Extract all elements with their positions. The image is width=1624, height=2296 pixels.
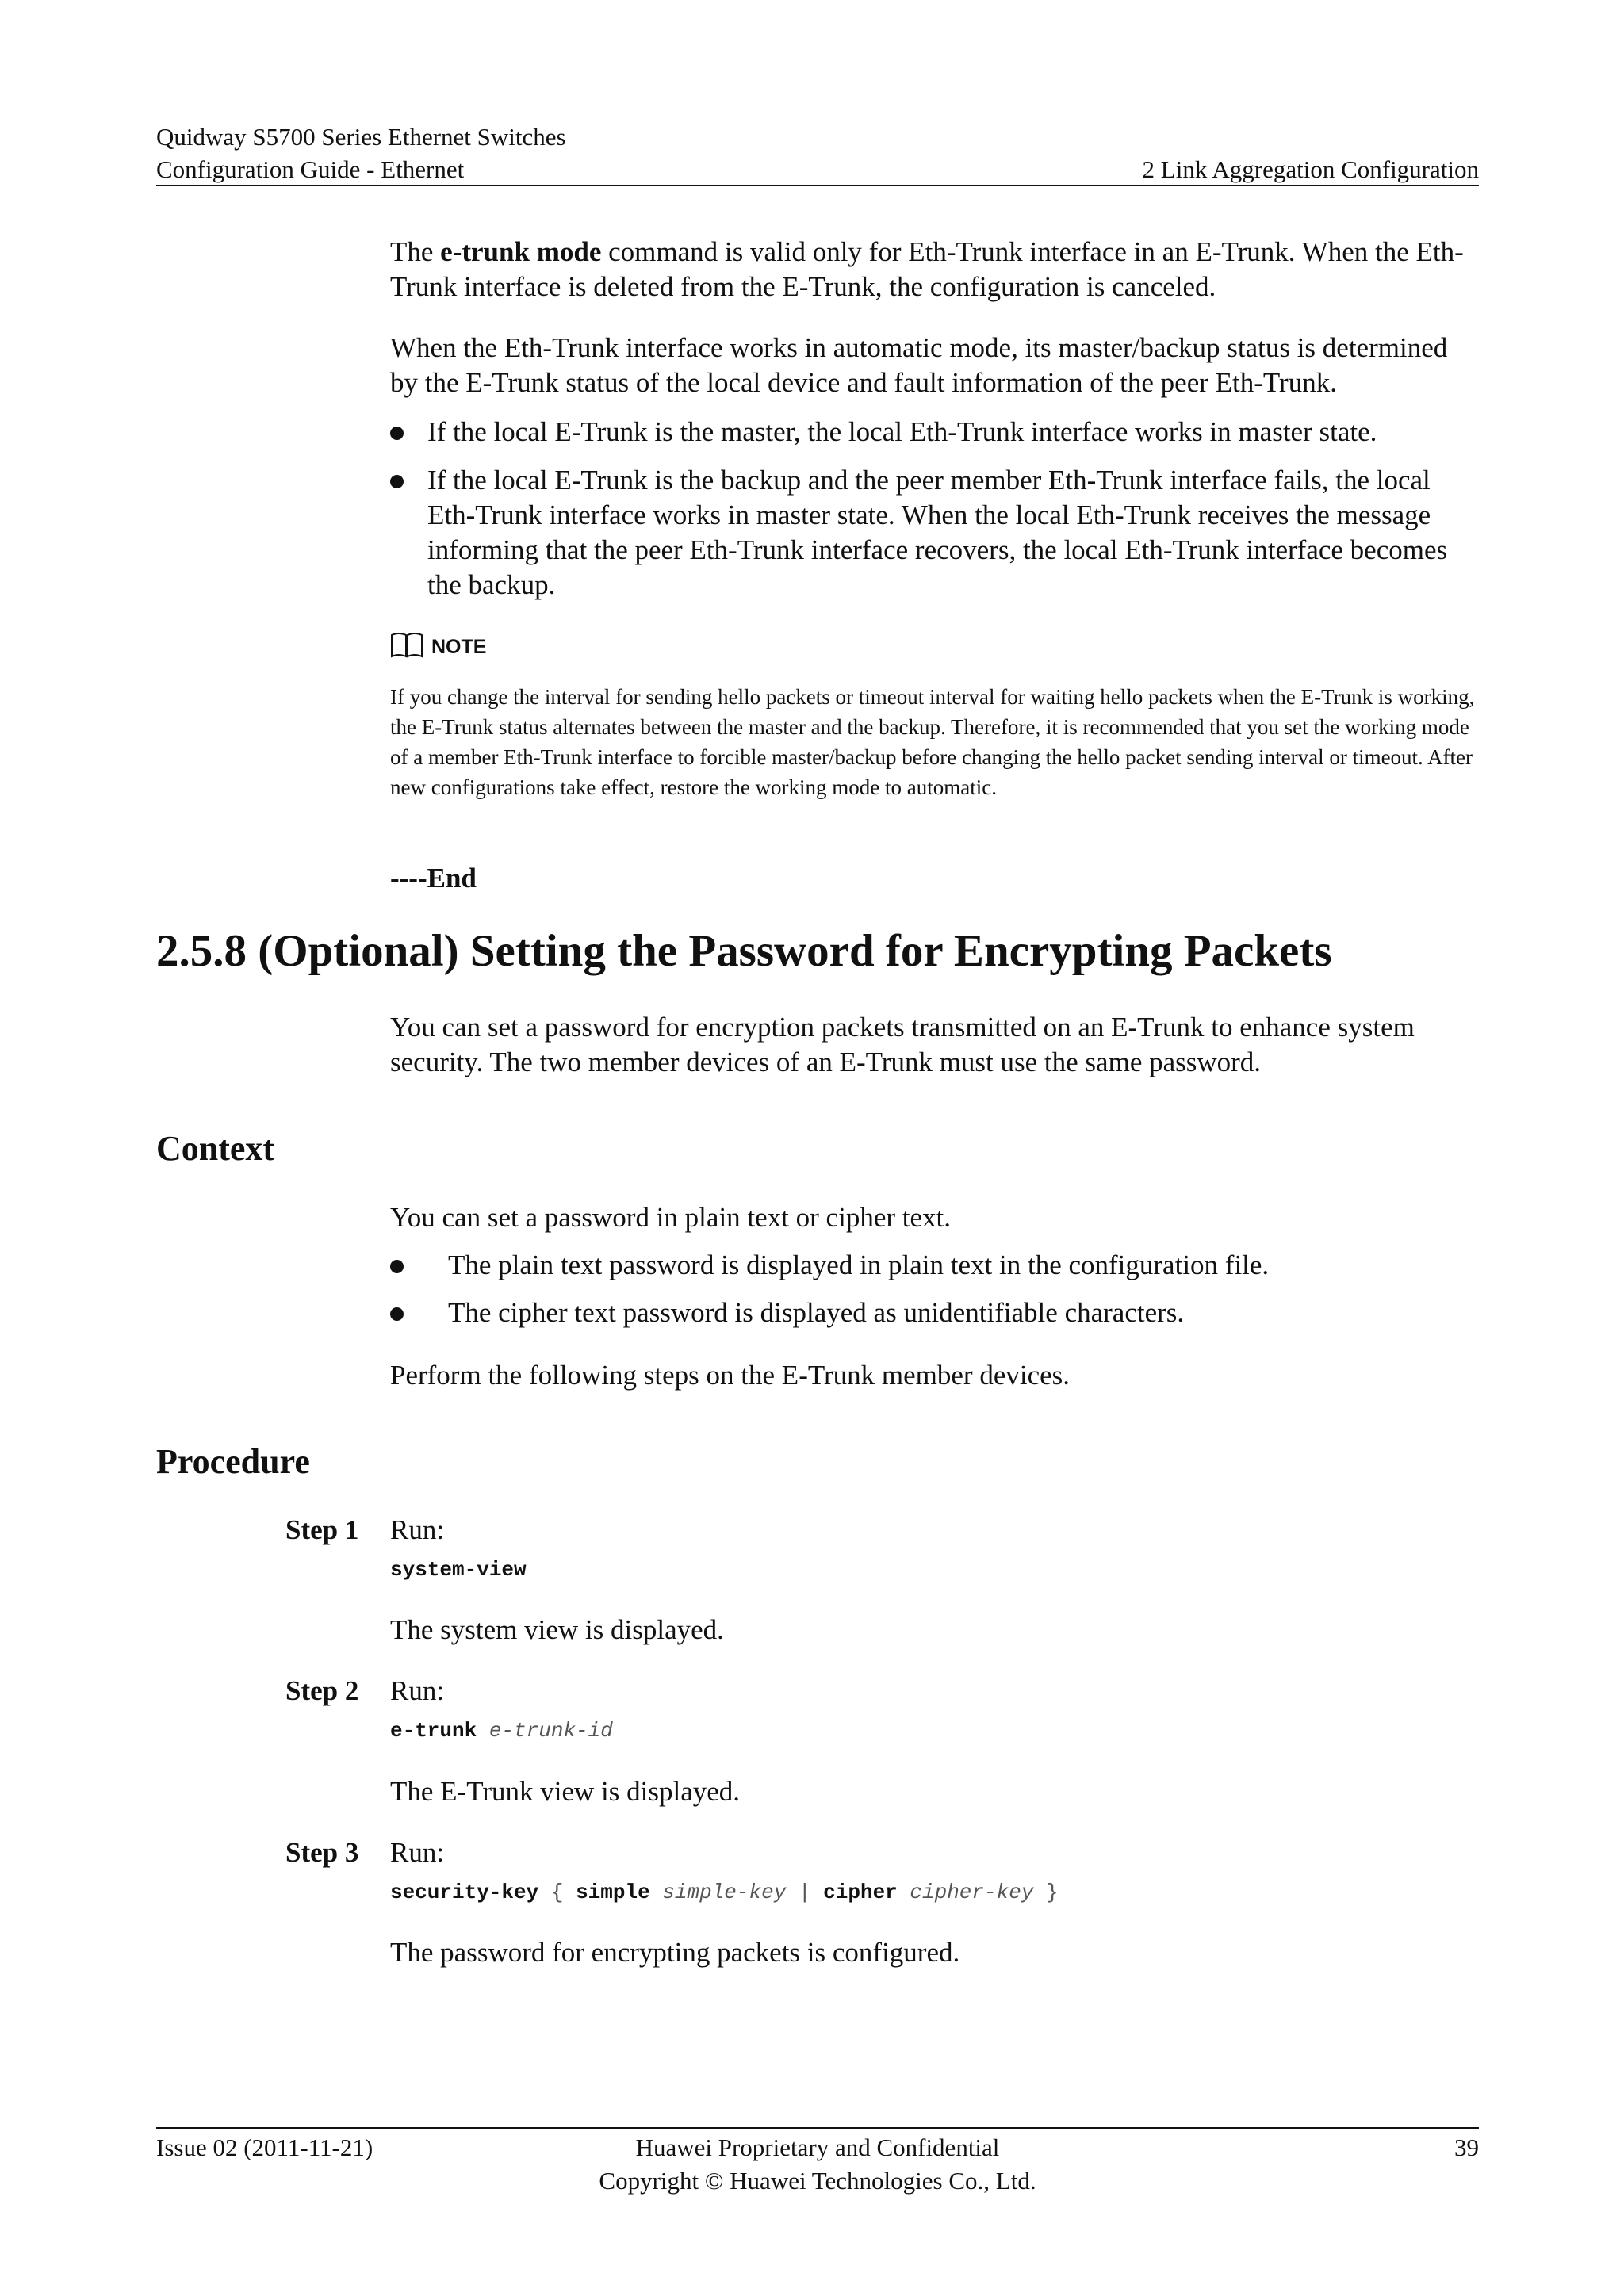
bullet-icon (390, 427, 404, 440)
list-item (390, 1295, 1479, 1330)
section-summary-text: You can set a password for encryption packets transmitted on an E-Trunk to enhance system security. The two member devices of an E-Trunk must use the same password. (390, 1012, 1415, 1077)
step-1-desc: The system view is displayed. (390, 1614, 724, 1645)
list-item-text: The cipher text password is displayed as unidentifiable characters. (448, 1297, 1185, 1328)
note-text: If you change the interval for sending hello packets or timeout interval for waiting hello packets when the E-Trunk is working, the E-Trunk status alternates between the master and the backup. Therefore, it is recommended that you set the working mode of a member Eth-Trunk interface to forcible master/backup before changing the hello packet sending interval or timeout. After new configurations take effect, restore the working mode to automatic. (390, 685, 1475, 799)
command-keyword: cipher (823, 1881, 898, 1904)
step-2-desc: The E-Trunk view is displayed. (390, 1776, 741, 1807)
step-1-run: Run: (390, 1514, 445, 1545)
footer-divider (156, 2127, 1479, 2129)
context-intro (390, 1200, 1479, 1235)
step-1-label: Step 1 (285, 1514, 359, 1545)
step-3-desc: The password for encrypting packets is configured. (390, 1937, 960, 1968)
context-intro-text: You can set a password in plain text or cipher text. (390, 1202, 951, 1233)
context-outro-text: Perform the following steps on the E-Trunk member devices. (390, 1360, 1071, 1391)
command-argument: simple-key (662, 1881, 787, 1904)
section-summary (390, 1010, 1479, 1080)
header-divider (156, 185, 1479, 186)
bullet-icon (390, 1307, 404, 1321)
step-2-run: Run: (390, 1675, 445, 1706)
intro-lead: The (390, 236, 441, 267)
note-header (390, 632, 486, 663)
command-keyword: e-trunk (390, 1719, 477, 1743)
list-item (390, 1248, 1479, 1283)
command-keyword: security-key (390, 1881, 539, 1904)
intro-paragraph-2 (390, 331, 1479, 400)
intro-paragraph-1 (390, 235, 1479, 304)
list-item (390, 415, 1479, 450)
footer-copyright: Copyright © Huawei Technologies Co., Ltd. (599, 2167, 1036, 2195)
footer-issue: Issue 02 (2011-11-21) (156, 2133, 373, 2161)
context-outro (390, 1358, 1479, 1393)
context-heading: Context (156, 1129, 275, 1168)
command-keyword: simple (576, 1881, 650, 1904)
bullet-icon (390, 475, 404, 488)
intro-rest: command is valid only for Eth-Trunk interface in an E-Trunk. When the Eth-Trunk interface is deleted from the E-Trunk, the configuration is canceled. (390, 236, 1464, 302)
command-argument: cipher-key (910, 1881, 1034, 1904)
header-product: Quidway S5700 Series Ethernet Switches (156, 123, 566, 151)
step-1-command (390, 1558, 527, 1582)
list-item (390, 463, 1479, 603)
end-marker: ----End (390, 863, 477, 894)
procedure-heading: Procedure (156, 1442, 310, 1481)
step-2-command (390, 1719, 613, 1743)
footer-center (156, 2131, 1479, 2198)
command-keyword: system-view (390, 1558, 527, 1582)
bullet-icon (390, 1260, 404, 1273)
header-chapter: 2 Link Aggregation Configuration (1142, 155, 1479, 183)
intro-bullet-list (390, 415, 1479, 450)
intro-p2-text: When the Eth-Trunk interface works in automatic mode, its master/backup status is determined by the E-Trunk status of the local device and fault information of the peer Eth-Trunk. (390, 332, 1448, 398)
note-label: NOTE (431, 636, 487, 658)
list-item-text: If the local E-Trunk is the master, the local Eth-Trunk interface works in master state. (427, 416, 1377, 447)
list-item-text: The plain text password is displayed in plain text in the configuration file. (448, 1249, 1270, 1280)
intro-bullet-list-2 (390, 463, 1479, 603)
page-header (156, 121, 1479, 186)
command-symbol: | (798, 1881, 811, 1904)
section-title: 2.5.8 (Optional) Setting the Password for Encrypting Packets (156, 926, 1332, 976)
page-number: 39 (1454, 2133, 1479, 2161)
command-symbol: } (1046, 1881, 1059, 1904)
intro-command: e-trunk mode (440, 236, 602, 267)
list-item-text: If the local E-Trunk is the backup and the peer member Eth-Trunk interface fails, the local Eth-Trunk interface works in master state. When the local Eth-Trunk receives the message informing that the peer Eth-Trunk interface recovers, the local Eth-Trunk interface becomes the backup. (427, 465, 1448, 600)
context-bullet-list (390, 1248, 1479, 1283)
step-3-command (390, 1881, 1059, 1904)
command-argument: e-trunk-id (488, 1719, 613, 1743)
context-bullet-list-2 (390, 1295, 1479, 1330)
command-symbol: { (550, 1881, 564, 1904)
footer-confidential: Huawei Proprietary and Confidential (635, 2133, 1000, 2161)
step-2-label: Step 2 (285, 1675, 359, 1706)
step-3-label: Step 3 (285, 1837, 359, 1868)
step-3-run: Run: (390, 1837, 445, 1868)
book-icon (390, 632, 423, 663)
header-guide: Configuration Guide - Ethernet (156, 155, 465, 183)
